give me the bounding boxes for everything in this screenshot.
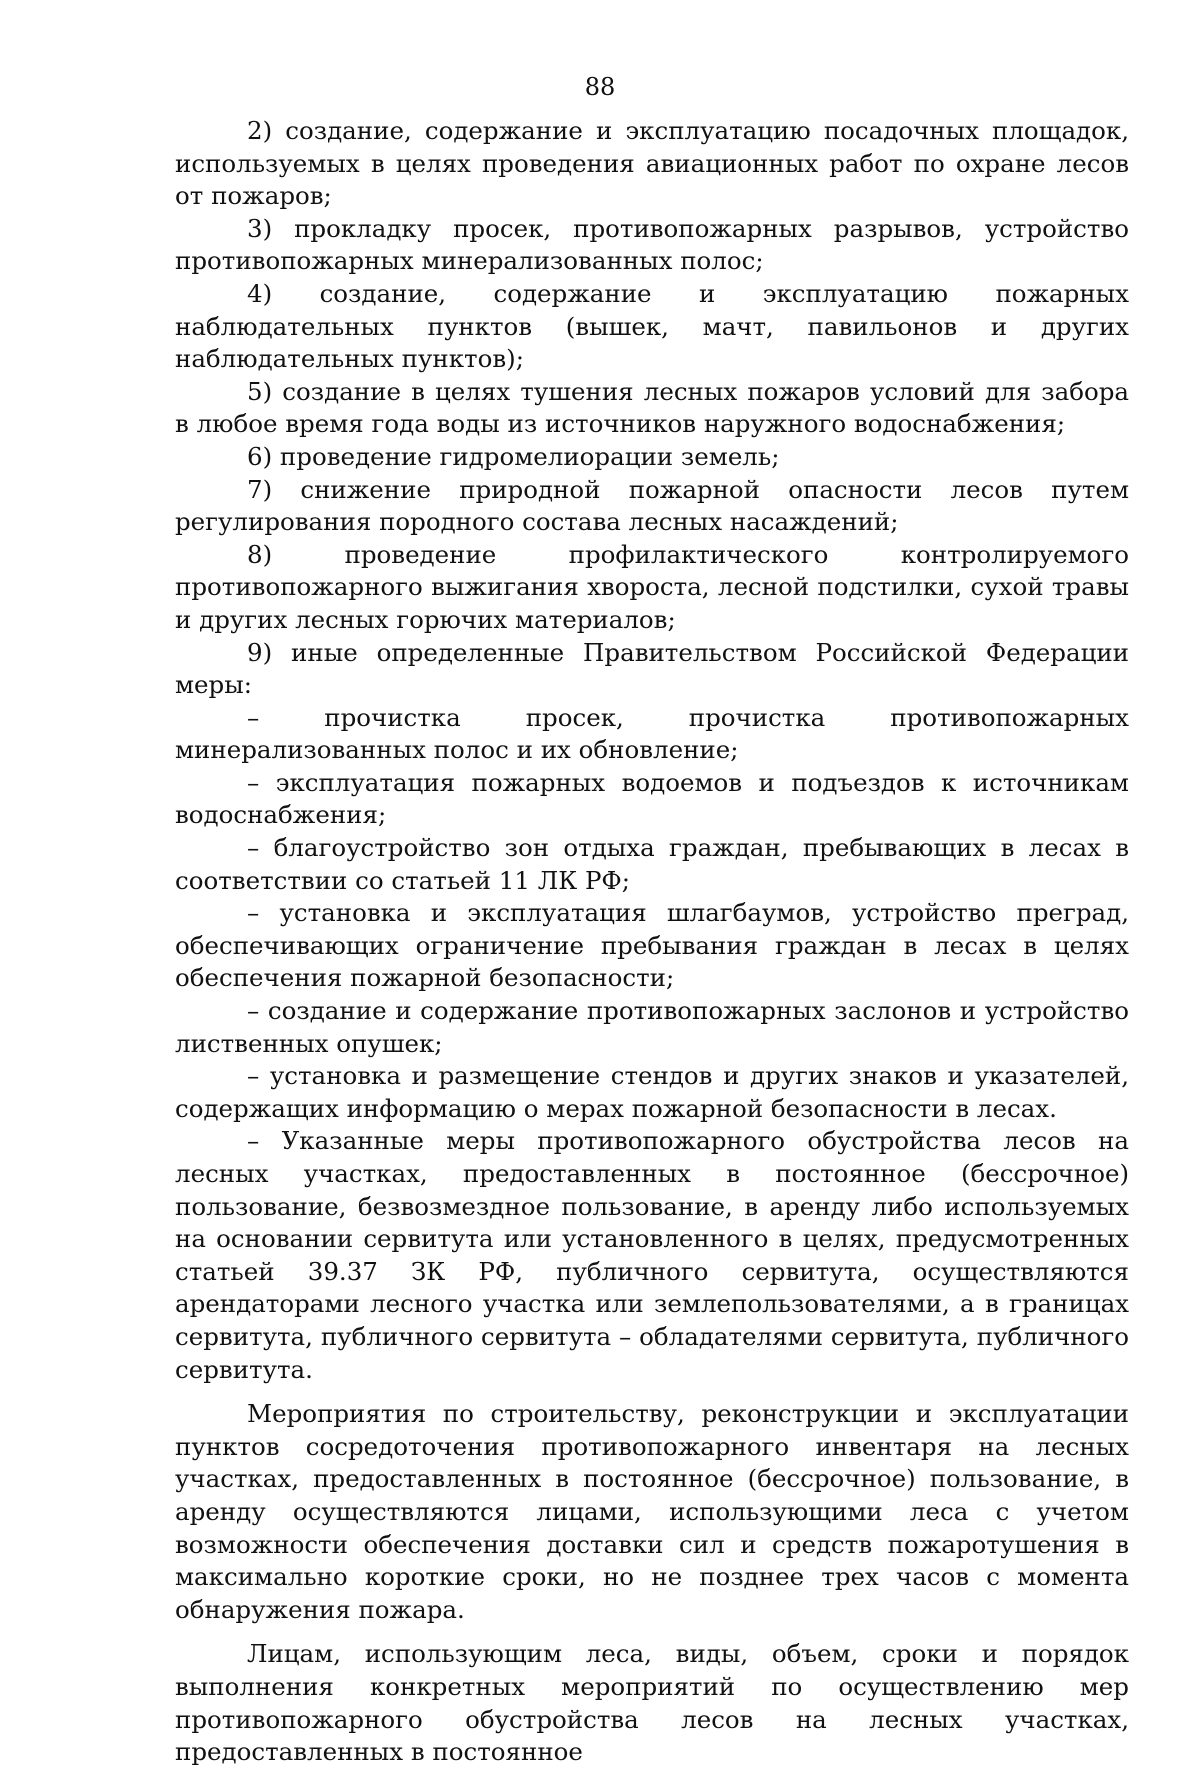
paragraph-forest-users: Лицам, использующим леса, виды, объем, сроки и порядок выполнения конкретных мероприятий по осуществлению мер противопожарного обустройства лесов на лесных участках, предоставленных в постоянное	[175, 1639, 1129, 1767]
page-number: 88	[584, 73, 616, 101]
paragraph-item-9: 9) иные определенные Правительством Российской Федерации меры:	[175, 637, 1129, 700]
paragraph-dash-item: – установка и эксплуатация шлагбаумов, устройство преград, обеспечивающих ограничение пребывания граждан в лесах в целях обеспечения пожарной безопасности;	[175, 898, 1129, 993]
paragraph-item-6: 6) проведение гидромелиорации земель;	[247, 441, 780, 471]
text-body	[175, 115, 1129, 1769]
paragraph-dash-item: – установка и размещение стендов и других знаков и указателей, содержащих информацию о мерах пожарной безопасности в лесах.	[175, 1061, 1129, 1123]
paragraph-item-2: 2) создание, содержание и эксплуатацию посадочных площадок, используемых в целях проведения авиационных работ по охране лесов от пожаров;	[175, 116, 1129, 211]
paragraph-item-3: 3) прокладку просек, противопожарных разрывов, устройство противопожарных минерализованных полос;	[175, 213, 1129, 276]
paragraph-fire-inventory: Мероприятия по строительству, реконструкции и эксплуатации пунктов сосредоточения противопожарного инвентаря на лесных участках, предоставленных в постоянное (бессрочное) пользование, в аренду осуществляются лицами, использующими леса с учетом возможности обеспечения доставки сил и средств пожаротушения в максимально короткие сроки, но не позднее трех часов с момента обнаружения пожара.	[175, 1399, 1129, 1624]
paragraph-item-5: 5) создание в целях тушения лесных пожаров условий для забора в любое время года воды из источников наружного водоснабжения;	[175, 376, 1129, 439]
paragraph-dash-item: – эксплуатация пожарных водоемов и подъездов к источникам водоснабжения;	[175, 767, 1129, 830]
paragraph-dash-item: – благоустройство зон отдыха граждан, пребывающих в лесах в соответствии со статьей 11 ЛК РФ;	[175, 833, 1129, 895]
paragraph-measures-note: – Указанные меры противопожарного обустройства лесов на лесных участках, предоставленных в постоянное (бессрочное) пользование, безвозмездное пользование, в аренду либо используемых на основании сервитута или установленного в целях, предусмотренных статьей 39.37 ЗК РФ, публичного сервитута, осуществляются арендаторами лесного участка или землепользователями, а в границах сервитута, публичного сервитута – обладателями сервитута, публичного сервитута.	[175, 1126, 1129, 1384]
paragraph-dash-item: – создание и содержание противопожарных заслонов и устройство лиственных опушек;	[175, 996, 1129, 1058]
paragraph-item-4: 4) создание, содержание и эксплуатацию пожарных наблюдательных пунктов (вышек, мачт, павильонов и других наблюдательных пунктов);	[175, 278, 1129, 374]
paragraph-dash-item: – прочистка просек, прочистка противопожарных минерализованных полос и их обновление;	[175, 702, 1129, 765]
paragraph-item-8: 8) проведение профилактического контролируемого противопожарного выжигания хвороста, лесной подстилки, сухой травы и других лесных горючих материалов;	[175, 539, 1129, 634]
paragraph-item-7: 7) снижение природной пожарной опасности лесов путем регулирования породного состава лесных насаждений;	[175, 474, 1129, 537]
